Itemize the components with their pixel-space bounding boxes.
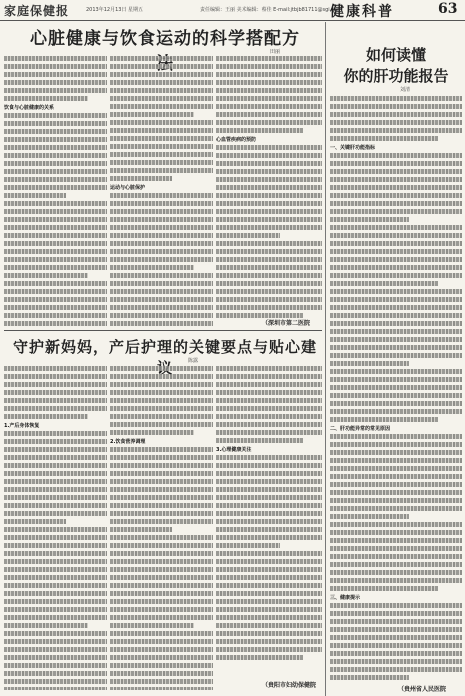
article2-column-3	[216, 366, 322, 676]
article2-column-2	[110, 366, 213, 690]
article3-title-line2: 你的肝功能报告	[343, 67, 449, 85]
article2-byline: 陈露	[188, 358, 199, 364]
article3-subhead-3: 三、健康提示	[330, 595, 361, 601]
editor-line: 责任编辑：王丽 美术编辑：蔡佳 E-mail:jtbjb81711@sgi.com	[200, 7, 342, 13]
article2-subhead-2: 2.饮食营养调理	[110, 439, 146, 445]
article2-credit: （贵阳市妇幼保健院	[262, 682, 317, 689]
article1-column-3	[216, 56, 322, 318]
article-divider	[4, 330, 322, 331]
article1-subhead-1: 饮食与心脏健康的关系	[4, 105, 55, 111]
article1-subhead-2: 运动与心脏保护	[110, 185, 146, 191]
article3-byline: 刘清	[400, 87, 411, 93]
page-header	[0, 0, 465, 21]
newspaper-name: 家庭保健报	[4, 4, 70, 18]
article3-credit: （贵州省人民医院	[398, 686, 447, 693]
article2-column-1	[4, 366, 107, 690]
article3-subhead-2: 二、肝功能异常的常见原因	[330, 426, 391, 432]
article1-column-1	[4, 56, 107, 328]
article3-body	[330, 96, 462, 680]
page-number: 63	[438, 1, 458, 17]
article2-subhead-1: 1.产后身体恢复	[4, 423, 40, 429]
article2-subhead-3: 3.心理健康关注	[216, 447, 252, 453]
section-title: 健康科普	[330, 4, 394, 20]
article1-byline: 田丽	[270, 49, 281, 55]
article3-title-line1: 如何读懂	[365, 46, 426, 64]
article2-title: 守护新妈妈，产后护理的关键要点与贴心建	[12, 338, 317, 356]
article1-column-2	[110, 56, 213, 328]
article1-title: 心脏健康与饮食运动的科学搭配方	[30, 29, 300, 49]
article3-title	[330, 44, 462, 86]
issue-date: 2013年12月13日 星期五	[86, 7, 144, 13]
article3-subhead-1: 一、关键肝功能指标	[330, 145, 376, 151]
article1-credit: （深圳市第二医院	[262, 320, 311, 327]
article1-subhead-3: 心血管疾病的预防	[216, 137, 257, 143]
column-divider	[325, 22, 326, 696]
